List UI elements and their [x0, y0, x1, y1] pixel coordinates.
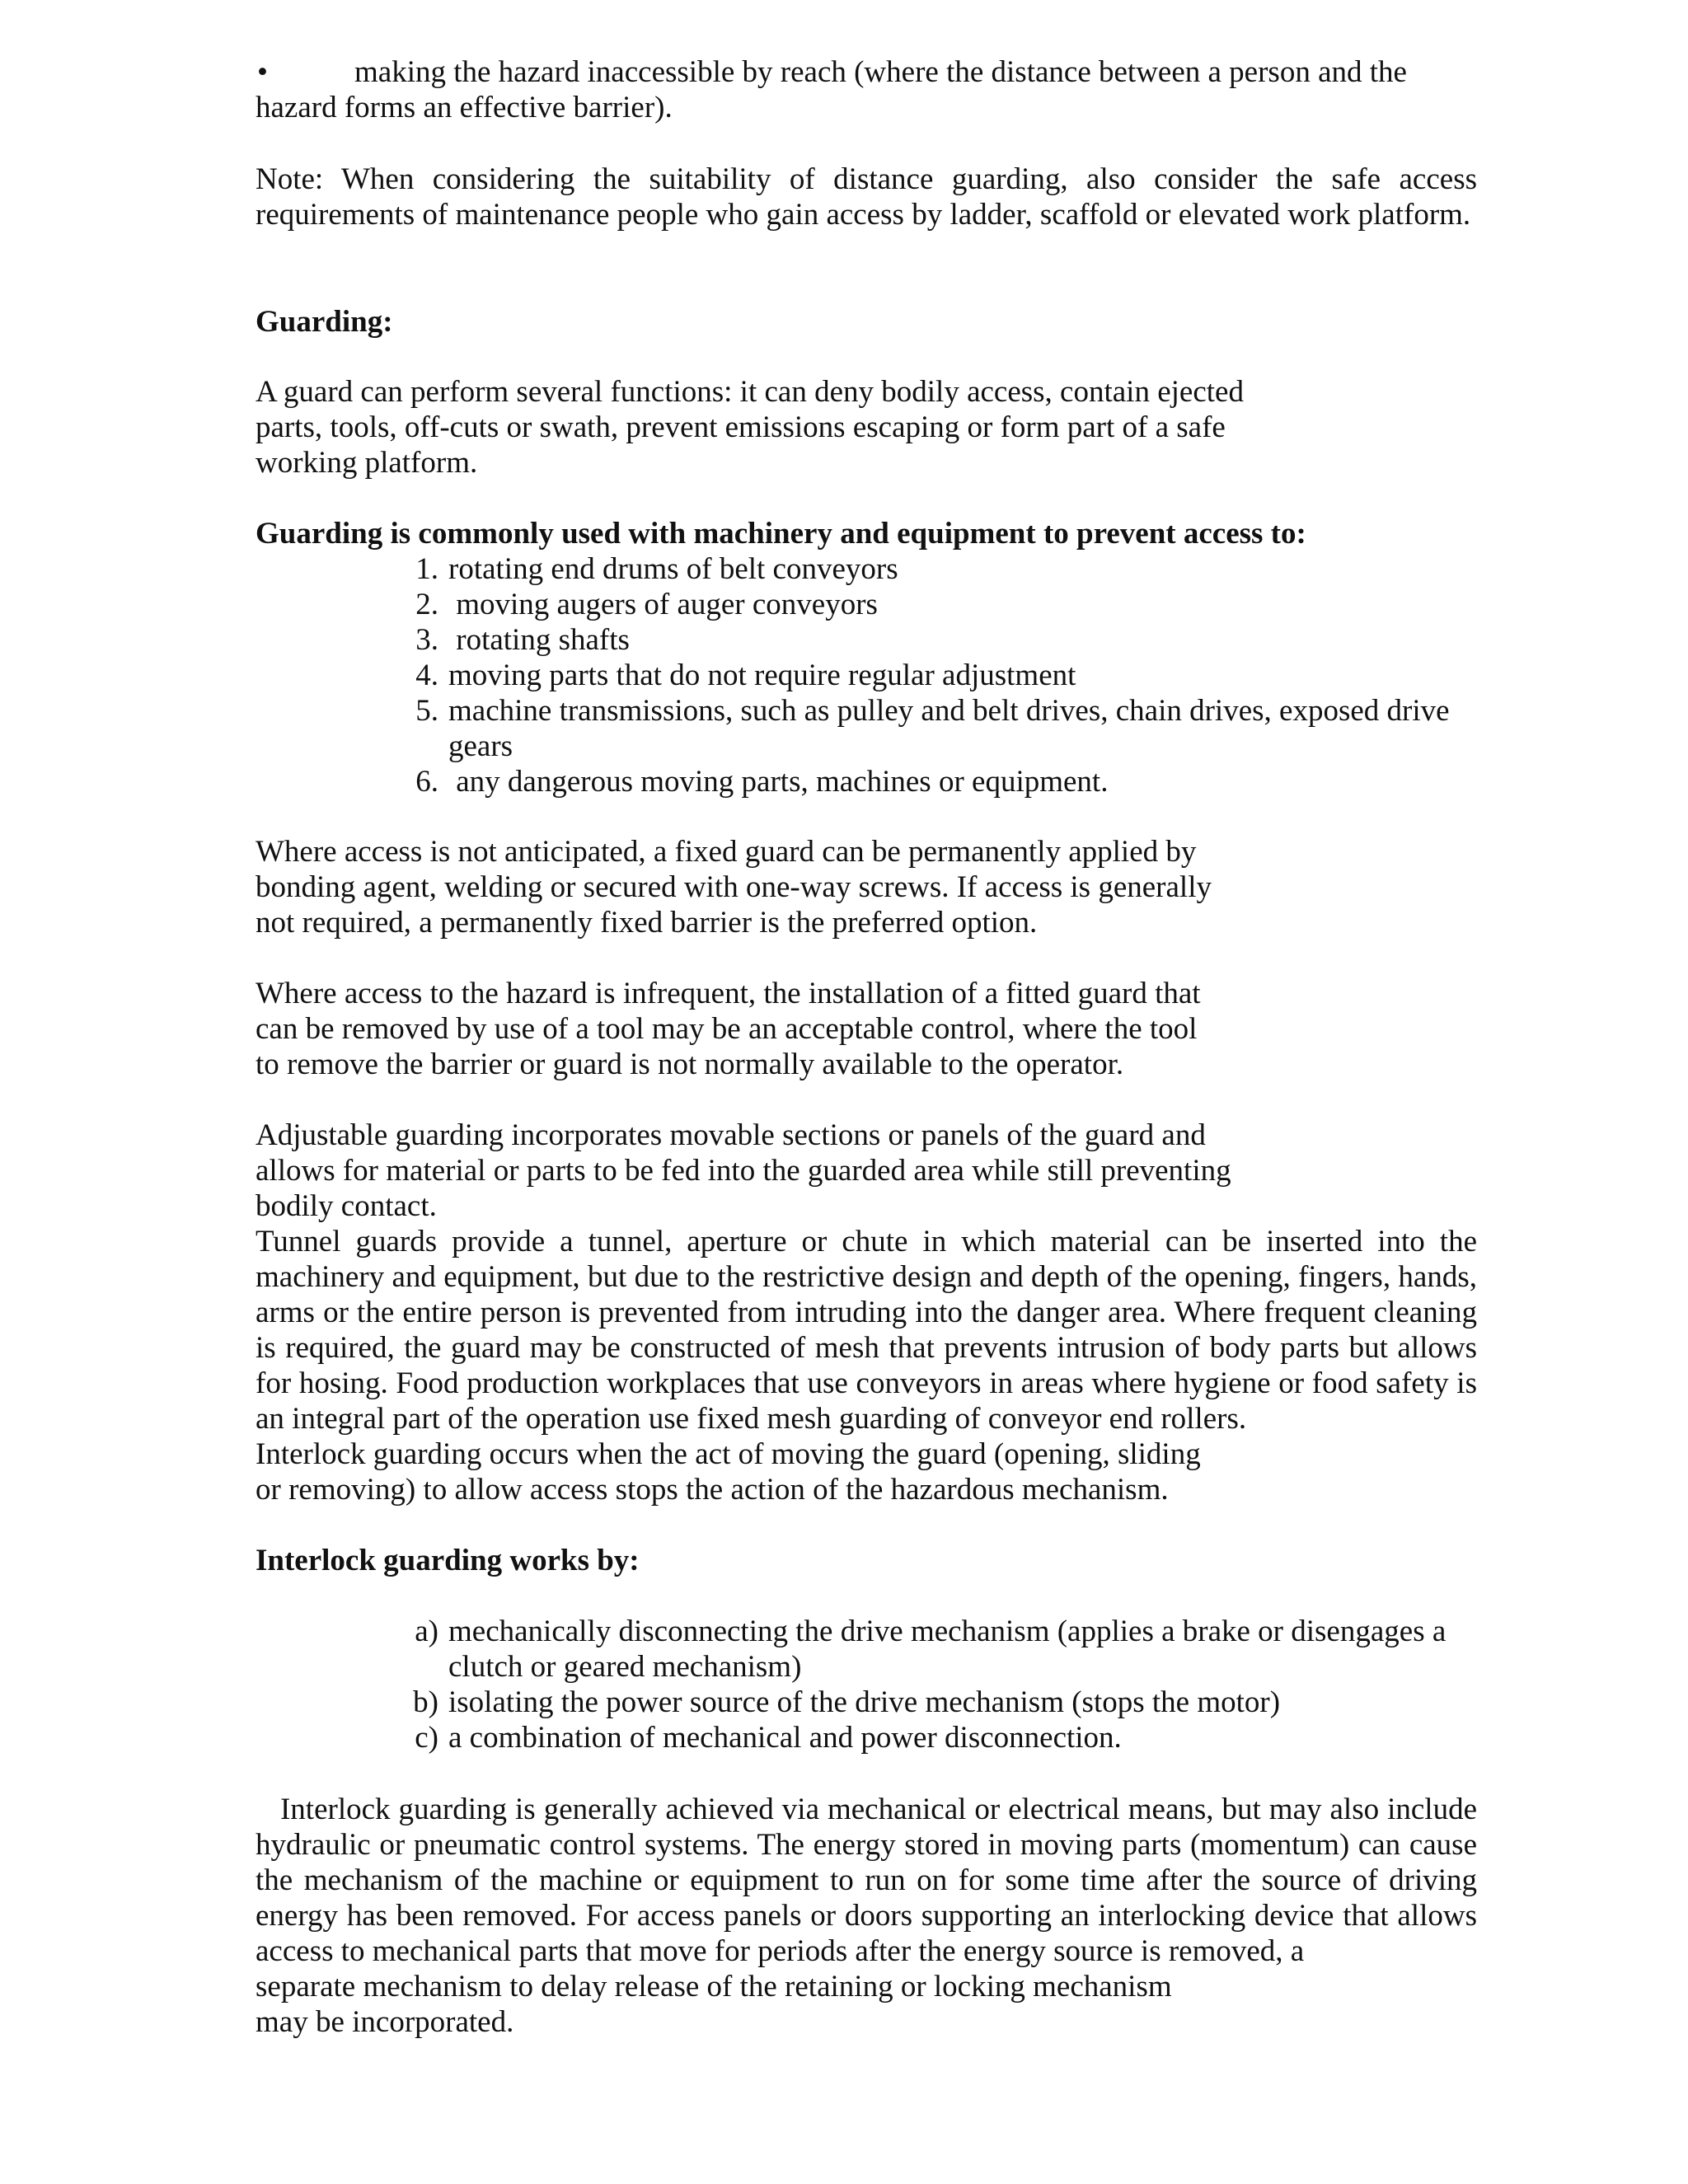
interlock-details-paragraph: Interlock guarding is generally achieved via mechanical or electrical means, but may also include hydraulic or pneumatic control systems. The energy stored in moving parts (momentum) can cause the mechanism of the machine or equipment to run on for some time after the source of driving energy has been removed. For access panels or doors supporting an interlocking device that allows access to mechanical parts that move for periods after the energy source is removed, a: [256, 1793, 1477, 1968]
text-line: to remove the barrier or guard is not normally available to the operator.: [256, 1047, 1124, 1081]
guarding-heading: Guarding:: [256, 305, 393, 339]
common-uses-heading: Guarding is commonly used with machinery and equipment to prevent access to:: [256, 517, 1306, 551]
interlock-methods-list: [401, 1614, 1447, 1755]
list-marker: 1.: [415, 552, 438, 586]
guard-functions-paragraph: [256, 374, 1244, 480]
list-item-text: rotating shafts: [448, 623, 630, 657]
list-item-text: isolating the power source of the drive mechanism (stops the motor): [448, 1685, 1281, 1719]
list-item: [401, 658, 1472, 693]
bullet-line-1: making the hazard inaccessible by reach (where the distance between a person and the: [354, 55, 1407, 89]
interlock-heading: Interlock guarding works by:: [256, 1544, 640, 1577]
list-item: [401, 622, 1472, 658]
text-line: bonding agent, welding or secured with one-way screws. If access is generally: [256, 870, 1212, 904]
bullet-line-2: hazard forms an effective barrier).: [256, 91, 673, 124]
text-line: separate mechanism to delay release of the retaining or locking mechanism: [256, 1970, 1172, 2004]
text-line: Interlock guarding occurs when the act of moving the guard (opening, sliding: [256, 1437, 1201, 1471]
list-item-text: rotating end drums of belt conveyors: [448, 552, 898, 586]
adjustable-guarding-paragraph: [256, 1118, 1231, 1224]
list-marker: 4.: [415, 658, 438, 692]
list-item-text: moving augers of auger conveyors: [448, 588, 878, 621]
list-item: [401, 551, 1472, 587]
interlock-details-tail: [256, 1969, 1172, 2040]
text-line: working platform.: [256, 446, 478, 480]
text-line: can be removed by use of a tool may be an acceptable control, where the tool: [256, 1012, 1198, 1046]
list-marker: 6.: [415, 765, 438, 799]
list-item: [401, 1614, 1450, 1685]
text-line: Where access is not anticipated, a fixed guard can be permanently applied by: [256, 835, 1197, 869]
bullet-marker: •: [257, 55, 268, 89]
list-marker: 2.: [415, 588, 438, 621]
list-marker: a): [415, 1615, 438, 1648]
text-line: A guard can perform several functions: it can deny bodily access, contain ejected: [256, 375, 1244, 409]
text-line: bodily contact.: [256, 1189, 437, 1223]
interlock-intro-paragraph: [256, 1436, 1201, 1507]
list-marker: c): [415, 1721, 438, 1755]
list-item-text: moving parts that do not require regular adjustment: [448, 658, 1076, 692]
list-item: [401, 587, 1472, 622]
tunnel-guards-paragraph: Tunnel guards provide a tunnel, aperture or chute in which material can be inserted into the machinery and equipment, but due to the restrictive design and depth of the opening, fingers, hands, arms or the entire person is prevented from intruding into the danger area. Where frequent cleaning is required, the guard may be constructed of mesh that prevents intrusion of body parts but allows for hosing. Food production workplaces that use conveyors in areas where hygiene or food safety is an integral part of the operation use fixed mesh guarding of conveyor end rollers.: [256, 1225, 1477, 1436]
text-line: not required, a permanently fixed barrier is the preferred option.: [256, 906, 1038, 940]
list-item-text: a combination of mechanical and power disconnection.: [448, 1721, 1122, 1755]
text-line: allows for material or parts to be fed into the guarded area while still preventing: [256, 1154, 1231, 1188]
list-item: [401, 693, 1462, 764]
list-marker: b): [413, 1685, 438, 1719]
list-marker: 5.: [415, 694, 438, 728]
text-line: parts, tools, off-cuts or swath, prevent emissions escaping or form part of a safe: [256, 410, 1226, 444]
list-item: [401, 764, 1472, 799]
list-item: [401, 1685, 1447, 1720]
common-uses-list: [401, 551, 1472, 799]
list-item-text: mechanically disconnecting the drive mechanism (applies a brake or disengages a clutch or geared mechanism): [448, 1615, 1447, 1684]
list-item-text: machine transmissions, such as pulley and belt drives, chain drives, exposed drive gears: [448, 694, 1450, 763]
text-line: or removing) to allow access stops the action of the hazardous mechanism.: [256, 1473, 1169, 1507]
text-line: Adjustable guarding incorporates movable sections or panels of the guard and: [256, 1118, 1206, 1152]
list-marker: 3.: [415, 623, 438, 657]
note-paragraph: Note: When considering the suitability of distance guarding, also consider the safe access requirements of maintenance people who gain access by ladder, scaffold or elevated work platform.: [256, 162, 1477, 232]
text-line: may be incorporated.: [256, 2005, 514, 2039]
list-item-text: any dangerous moving parts, machines or equipment.: [448, 765, 1109, 799]
list-item: [401, 1720, 1447, 1755]
fitted-guard-paragraph: [256, 976, 1201, 1082]
fixed-guard-paragraph: [256, 834, 1212, 940]
text-line: Where access to the hazard is infrequent, the installation of a fitted guard that: [256, 977, 1201, 1010]
